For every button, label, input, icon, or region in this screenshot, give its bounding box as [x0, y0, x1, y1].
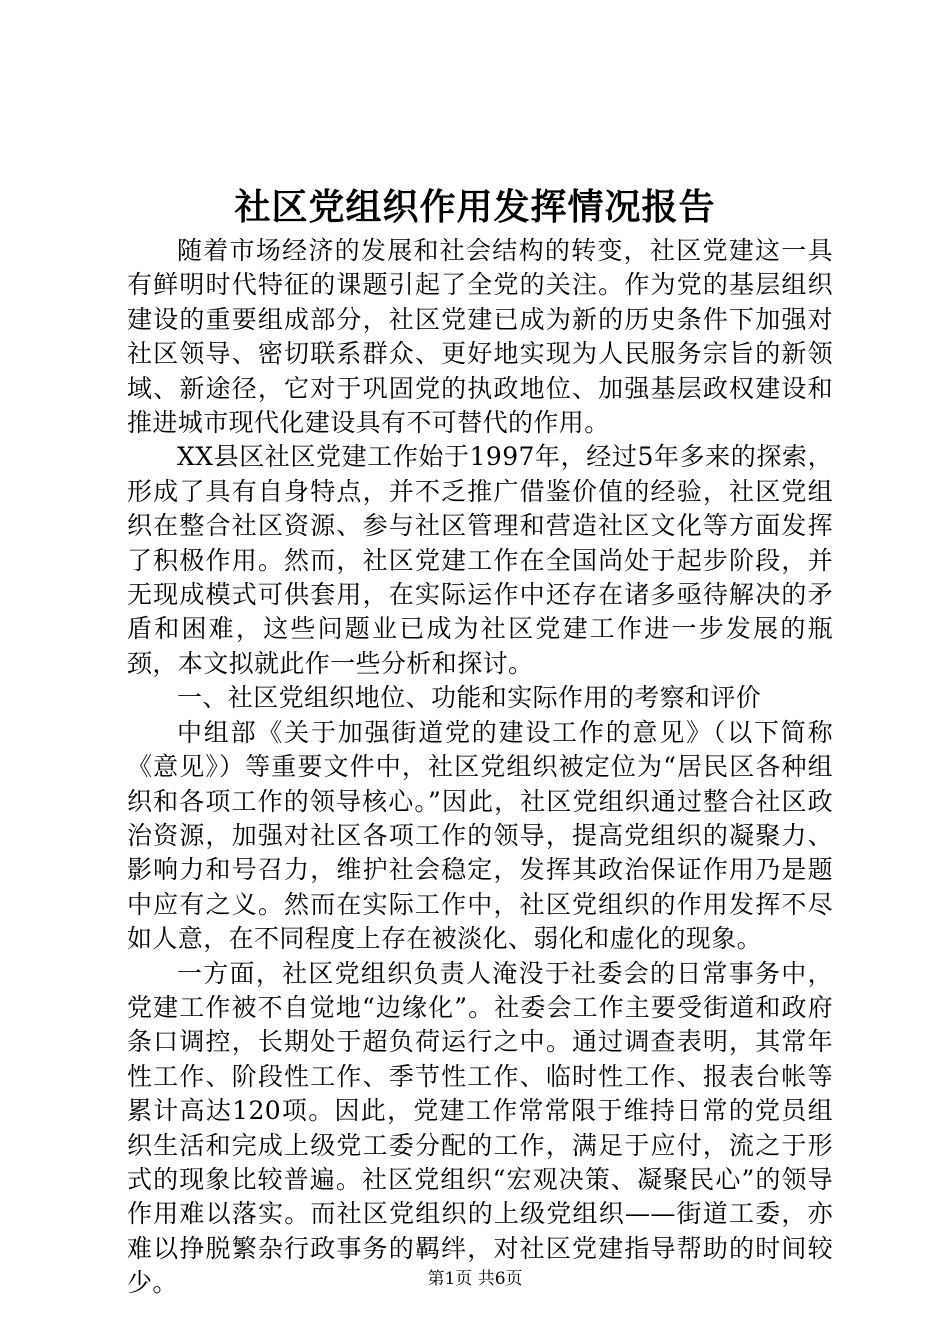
page-number: 第1页	[427, 1269, 473, 1289]
page-footer	[0, 1267, 950, 1291]
page-total: 共6页	[477, 1269, 523, 1289]
paragraph-first-aspect: 一方面，社区党组织负责人淹没于社委会的日常事务中，党建工作被不自觉地“边缘化”。社委会工作主要受街道和政府条口调控，长期处于超负荷运行之中。通过调查表明，其常年性工作、阶段性工作、季节性工作、临时性工作、报表台帐等累计高达120项。因此，党建工作常常限于维持日常的党员组织生活和完成上级党工委分配的工作，满足于应付，流之于形式的现象比较普遍。社区党组织“宏观决策、凝聚民心”的领导作用难以落实。而社区党组织的上级党组织——街道工委，亦难以挣脱繁杂行政事务的羁绊，对社区党建指导帮助的时间较少。	[127, 958, 833, 1298]
section-heading-1: 一、社区党组织地位、功能和实际作用的考察和评价	[177, 683, 762, 713]
paragraph-positioning: 中组部《关于加强街道党的建设工作的意见》（以下简称《意见》）等重要文件中，社区党组织被定位为“居民区各种组织和各项工作的领导核心。”因此，社区党组织通过整合社区政治资源，加强对社区各项工作的领导，提高党组织的凝聚力、影响力和号召力，维护社会稳定，发挥其政治保证作用乃是题中应有之义。然而在实际工作中，社区党组织的作用发挥不尽如人意，在不同程度上存在被淡化、弱化和虚化的现象。	[127, 717, 833, 954]
paragraph-background: XX县区社区党建工作始于1997年，经过5年多来的探索，形成了具有自身特点，并不乏推广借鉴价值的经验，社区党组织在整合社区资源、参与社区管理和营造社区文化等方面发挥了积极作用。然而，社区党建工作在全国尚处于起步阶段，并无现成模式可供套用，在实际运作中还存在诸多亟待解决的矛盾和困难，这些问题业已成为社区党建工作进一步发展的瓶颈，本文拟就此作一些分析和探讨。	[127, 442, 833, 678]
document-title: 社区党组织作用发挥情况报告	[234, 186, 716, 228]
paragraph-intro: 随着市场经济的发展和社会结构的转变，社区党建这一具有鲜明时代特征的课题引起了全党的关注。作为党的基层组织建设的重要组成部分，社区党建已成为新的历史条件下加强对社区领导、密切联系群众、更好地实现为人民服务宗旨的新领域、新途径，它对于巩固党的执政地位、加强基层政权建设和推进城市现代化建设具有不可替代的作用。	[127, 236, 833, 438]
document-body	[127, 234, 833, 1301]
